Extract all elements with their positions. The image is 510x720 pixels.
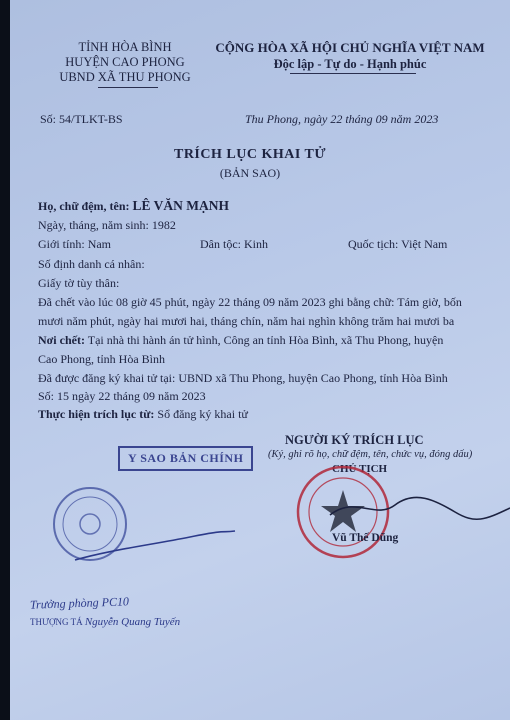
- handwritten-name: [30, 616, 180, 628]
- field-id-number: Số định danh cá nhân:: [38, 257, 145, 271]
- executed-from-value: Sổ đăng ký khai tử: [157, 407, 248, 421]
- registration-number: Số: 15 ngày 22 tháng 09 năm 2023: [38, 389, 206, 403]
- death-place-line-1: [38, 333, 443, 348]
- document-subtitle: (BẢN SAO): [219, 166, 281, 180]
- death-place-value: Tại nhà thi hành án tử hình, Công an tỉnh Hòa Bình, xã Thu Phong, huyện: [87, 333, 444, 347]
- field-gender-label: Giới tính:: [38, 237, 85, 251]
- death-time-line-2: mươi năm phút, ngày hai mươi hai, tháng chín, năm hai nghìn không trăm hai mươi ba: [38, 314, 455, 328]
- motto-underline: [290, 73, 416, 74]
- issuer-commune: UBND XÃ THU PHONG: [59, 70, 191, 84]
- death-place-label: Nơi chết:: [38, 333, 85, 347]
- executed-from-label: Thực hiện trích lục từ:: [38, 407, 155, 421]
- issuer-underline: [98, 87, 158, 88]
- field-dob-label: Ngày, tháng, năm sinh:: [38, 218, 149, 232]
- handwritten-position: Trưởng phòng PC10: [29, 594, 130, 612]
- field-dob: [38, 218, 176, 233]
- place-date: Thu Phong, ngày 22 tháng 09 năm 2023: [245, 112, 439, 126]
- field-gender-value: Nam: [87, 237, 112, 251]
- field-ethnic-label: Dân tộc:: [200, 237, 241, 251]
- signer-name: Vũ Thế Dũng: [332, 532, 399, 544]
- field-ethnic-value: Kinh: [244, 237, 268, 251]
- death-place-line-2: Cao Phong, tỉnh Hòa Bình: [38, 352, 166, 366]
- certified-copy-stamp: Y SAO BẢN CHÍNH: [118, 446, 253, 471]
- signer-note: (Ký, ghi rõ họ, chữ đệm, tên, chức vụ, đóng dấu): [268, 449, 473, 460]
- field-gender: [38, 237, 111, 252]
- field-nationality-label: Quốc tịch:: [348, 237, 399, 251]
- handwritten-rank: THƯỢNG TÁ: [30, 617, 83, 627]
- police-signature: [70, 525, 240, 575]
- field-id-paper: Giấy tờ tùy thân:: [38, 276, 120, 290]
- national-header: [200, 40, 500, 72]
- registered-place: Đã được đăng ký khai tử tại: UBND xã Thu Phong, huyện Cao Phong, tỉnh Hòa Bình: [38, 371, 448, 385]
- field-name-label: Họ, chữ đệm, tên:: [38, 199, 130, 213]
- field-dob-value: 1982: [151, 218, 176, 232]
- signer-title: NGƯỜI KÝ TRÍCH LỤC: [285, 433, 424, 447]
- issuer-province: TỈNH HÒA BÌNH: [78, 40, 172, 54]
- national-motto: Độc lập - Tự do - Hạnh phúc: [273, 57, 427, 71]
- national-title: CỘNG HÒA XÃ HỘI CHỦ NGHĨA VIỆT NAM: [215, 40, 485, 55]
- document-title: TRÍCH LỤC KHAI TỬ: [173, 147, 327, 162]
- executed-from: [38, 407, 248, 422]
- handwritten-fullname: Nguyễn Quang Tuyến: [84, 616, 181, 628]
- document-number: Số: 54/TLKT-BS: [40, 112, 123, 126]
- chairman-signature: [325, 490, 510, 530]
- field-nationality-value: Việt Nam: [401, 237, 448, 251]
- field-name-value: LÊ VĂN MẠNH: [132, 198, 230, 213]
- death-time-line-1: Đã chết vào lúc 08 giờ 45 phút, ngày 22 tháng 09 năm 2023 ghi bằng chữ: Tám giờ, bốn: [38, 295, 462, 309]
- document-page: [10, 0, 510, 720]
- field-name: [38, 198, 229, 214]
- issuer-header: [35, 40, 215, 85]
- issuer-district: HUYỆN CAO PHONG: [65, 55, 185, 69]
- field-ethnic: [200, 237, 268, 252]
- signer-role: CHỦ TỊCH: [332, 463, 388, 475]
- field-nationality: [348, 237, 447, 252]
